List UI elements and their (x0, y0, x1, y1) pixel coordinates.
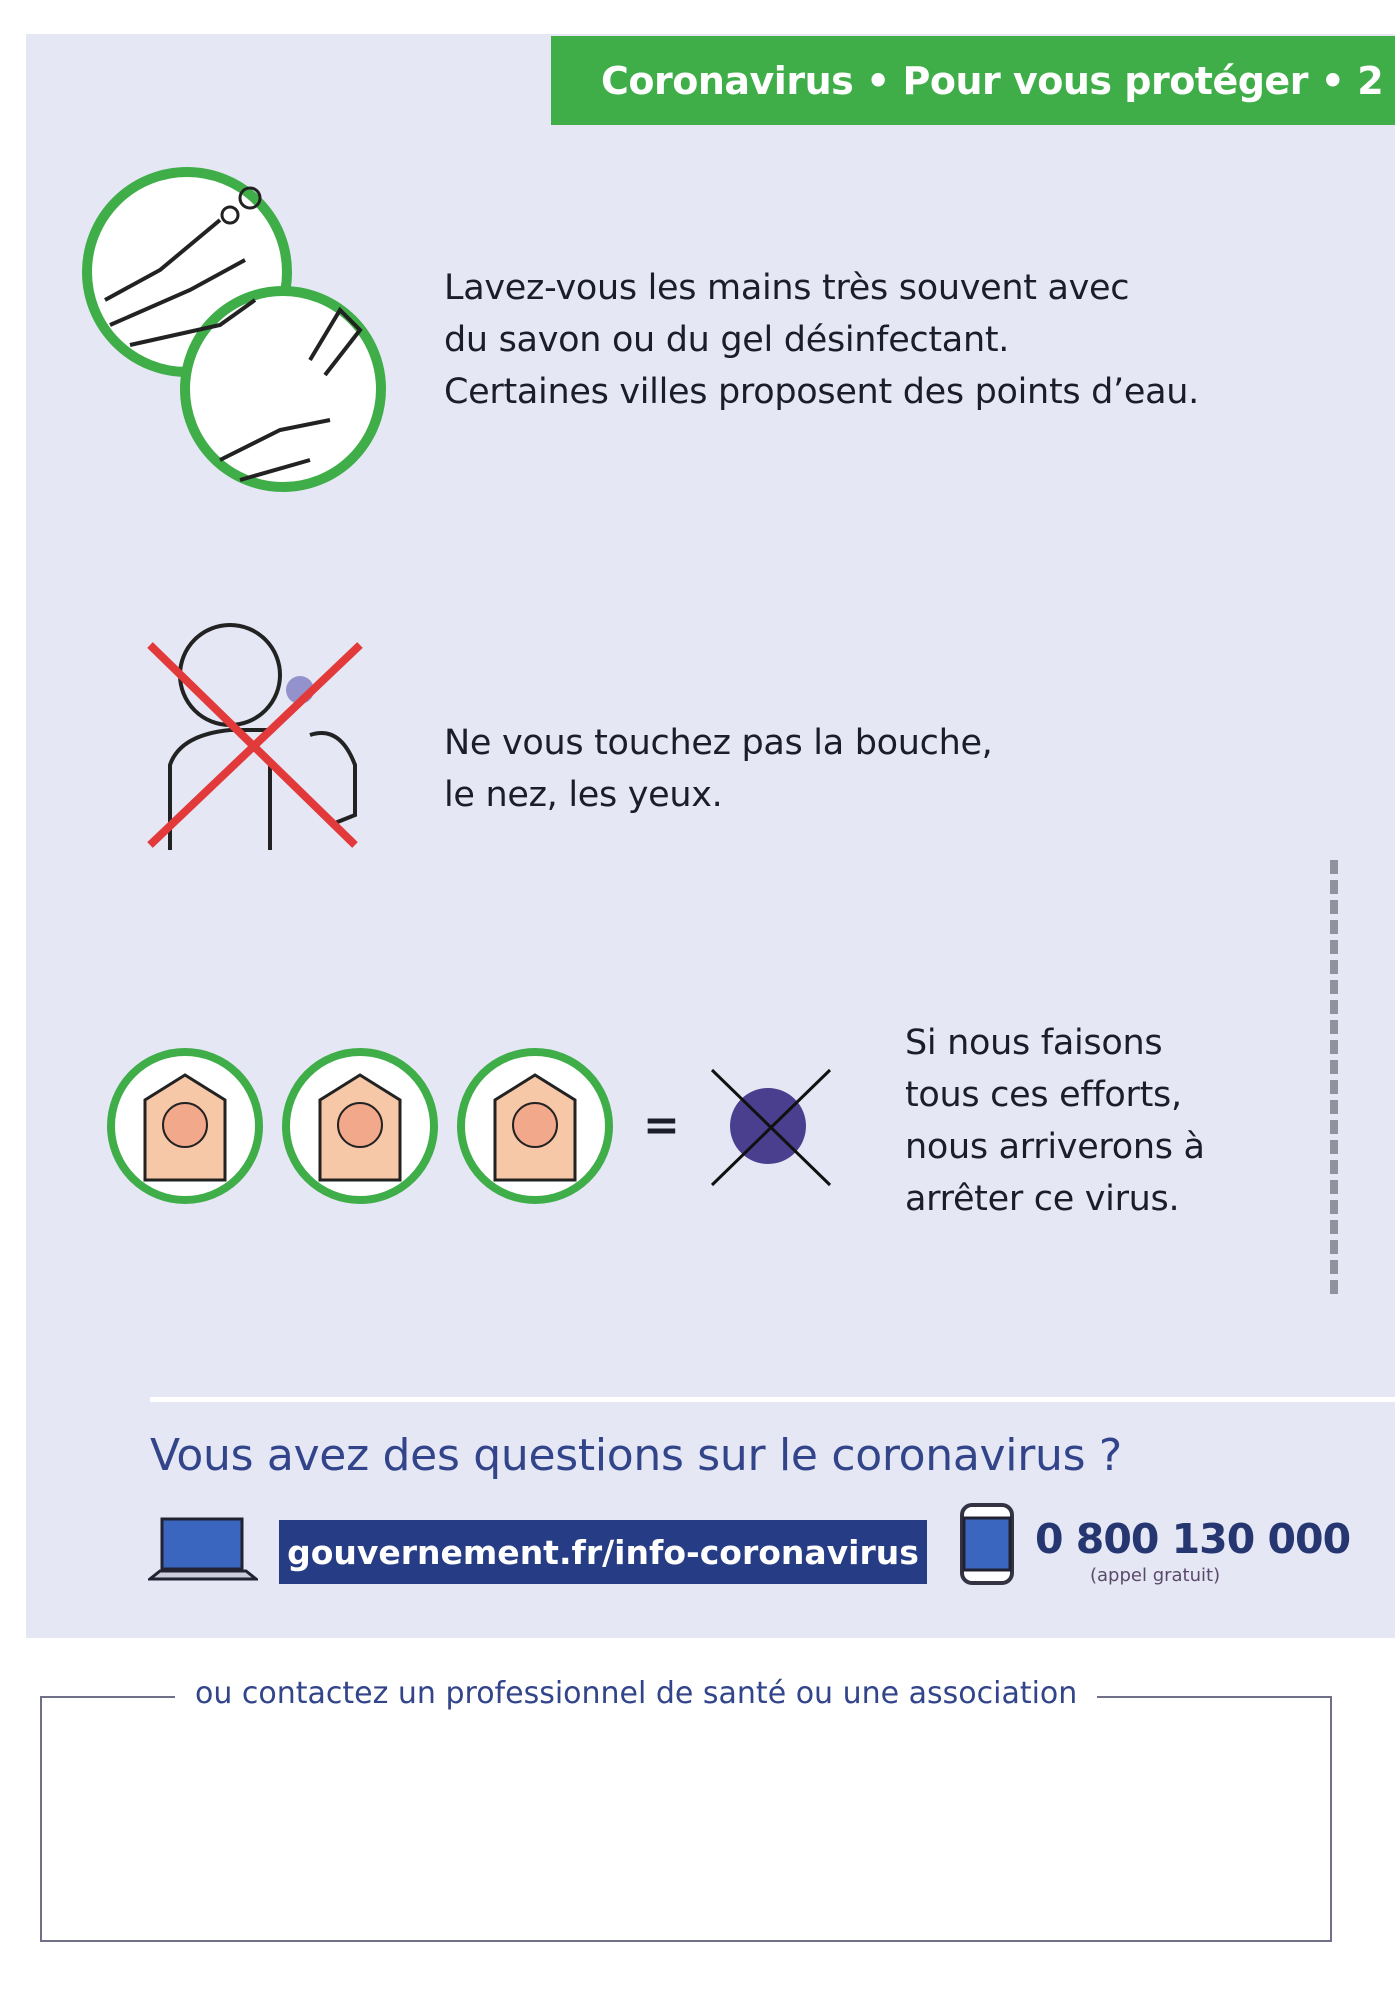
vertical-fine-print (1330, 860, 1338, 1300)
phone-icon (959, 1502, 1015, 1586)
collective-effort-text (905, 1017, 1205, 1225)
equals-sign: = (643, 1100, 680, 1151)
contact-box-legend: ou contactez un professionnel de santé ou une association (175, 1676, 1097, 1711)
header-banner (551, 36, 1395, 125)
hand-washing-text (444, 262, 1199, 418)
stay-home-equals-no-virus-icon (100, 1040, 850, 1215)
text-line: Si nous faisons (905, 1023, 1163, 1063)
text-line: Ne vous touchez pas la bouche, (444, 723, 993, 763)
text-line: le nez, les yeux. (444, 775, 723, 815)
questions-heading: Vous avez des questions sur le coronavirus ? (150, 1430, 1122, 1481)
text-line: tous ces efforts, (905, 1075, 1182, 1115)
hotline-note: (appel gratuit) (1090, 1565, 1221, 1586)
text-line: Certaines villes proposent des points d’eau. (444, 372, 1199, 412)
text-line: arrêter ce virus. (905, 1179, 1180, 1219)
no-touching-text (444, 717, 993, 821)
hand-washing-icon (70, 160, 410, 510)
divider (150, 1397, 1395, 1402)
info-website-link[interactable]: gouvernement.fr/info-coronavirus (279, 1520, 927, 1584)
text-line: nous arriverons à (905, 1127, 1205, 1167)
header-title: Coronavirus • Pour vous protéger • 2 (601, 58, 1384, 103)
text-line: Lavez-vous les mains très souvent avec (444, 268, 1130, 308)
laptop-icon (148, 1515, 258, 1585)
contact-box (40, 1696, 1332, 1942)
no-touching-face-icon (140, 615, 380, 860)
text-line: du savon ou du gel désinfectant. (444, 320, 1010, 360)
hotline-number[interactable]: 0 800 130 000 (1035, 1515, 1351, 1563)
